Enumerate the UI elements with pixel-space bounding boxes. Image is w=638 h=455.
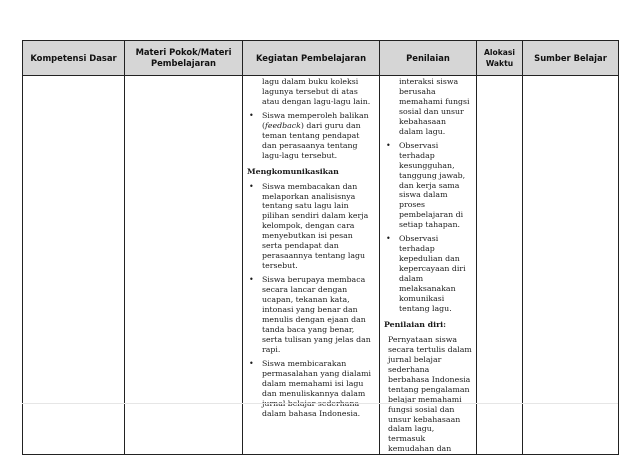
cell-sumber-belajar — [523, 76, 619, 455]
cell-alokasi-waktu — [477, 76, 523, 455]
bullet-icon: • — [249, 181, 254, 191]
bullet-icon: • — [386, 234, 391, 244]
list-item: • Siswa membacakan dan melaporkan analisisnya tentang satu lagu lain pilihan sendiri dalam kerja kelompok, dengan cara menyebutkan isi pesan serta pendapat dan perasaannya tentang lagu tersebut. — [249, 181, 369, 271]
bullet-icon: • — [249, 110, 254, 120]
page-bottom-divider — [22, 403, 618, 404]
cell-kegiatan-pembelajaran — [243, 76, 380, 455]
header-penilaian: Penilaian — [380, 41, 477, 76]
cell-materi-pokok — [125, 76, 243, 455]
penilaian-intro-text: interaksi siswa berusaha memahami fungsi sosial dan unsur kebahasaan dalam lagu. — [399, 77, 470, 136]
table-row — [23, 76, 619, 455]
list-item: • Siswa berupaya membaca secara lancar dengan ucapan, tekanan kata, intonasi yang benar dan menulis dengan ejaan dan tanda baca yang benar, serta tulisan yang jelas dan rapi. — [249, 275, 371, 354]
list-item: • Siswa membicarakan permasalahan yang dialami dalam memahami isi lagu dan menuliskannya dalam jurnal belajar sederhana dalam bahasa Indonesia. — [249, 358, 372, 418]
lesson-plan-table — [22, 40, 619, 455]
penilaian-diri-text: Pernyataan siswa secara tertulis dalam jurnal belajar sederhana berbahasa Indonesia tentang pengalaman belajar memahami fungsi sosial dan unsur kebahasaan dalam lagu, termasuk kemudahan dan — [388, 334, 472, 454]
bullet-icon: • — [249, 275, 254, 285]
list-item: • Siswa memperoleh balikan (feedback) dari guru dan teman tentang pendapat dan perasaanya tentang lagu-lagu tersebut. — [249, 110, 369, 160]
sub-heading-penilaian-diri: Penilaian diri: — [384, 319, 447, 329]
header-materi-pokok: Materi Pokok/Materi Pembelajaran — [125, 41, 243, 76]
table-header-row — [23, 41, 619, 76]
header-alokasi-waktu: Alokasi Waktu — [477, 41, 523, 76]
sub-heading-mengkomunikasikan: Mengkomunikasikan — [247, 166, 339, 176]
list-item: • Observasi terhadap kepedulian dan kepercayaan diri dalam melaksanakan komunikasi tentang lagu. — [386, 234, 466, 313]
bullet-icon: • — [386, 140, 391, 150]
header-sumber-belajar: Sumber Belajar — [523, 41, 619, 76]
header-kegiatan-pembelajaran: Kegiatan Pembelajaran — [243, 41, 380, 76]
cell-penilaian — [380, 76, 477, 455]
bullet-icon: • — [249, 358, 254, 368]
cell-kompetensi-dasar — [23, 76, 125, 455]
list-item: • Observasi terhadap kesungguhan, tanggung jawab, dan kerja sama siswa dalam proses pembelajaran di setiap tahapan. — [386, 140, 466, 230]
header-kompetensi-dasar: Kompetensi Dasar — [23, 41, 125, 76]
kegiatan-intro-text: lagu dalam buku koleksi lagunya tersebut di atas atau dengan lagu-lagu lain. — [262, 77, 371, 106]
